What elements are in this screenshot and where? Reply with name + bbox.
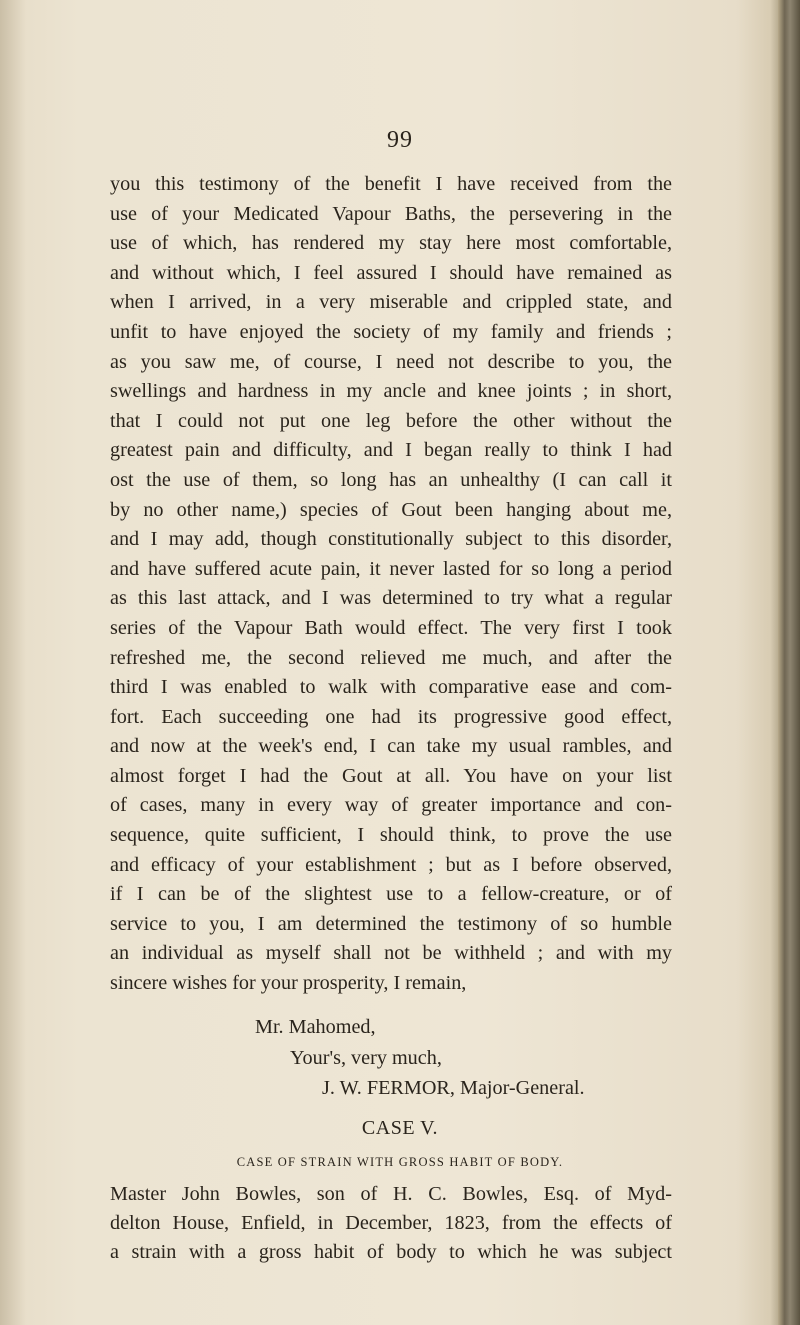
letter-addressee: Mr. Mahomed, xyxy=(255,1016,376,1038)
letter-line: of cases, many in every way of greater importance and con- xyxy=(110,794,672,817)
letter-line: swellings and hardness in my ancle and knee joints ; in short, xyxy=(110,380,672,403)
letter-line: you this testimony of the benefit I have received from the xyxy=(110,173,672,195)
case-line: Master John Bowles, son of H. C. Bowles, Esq. of Myd- xyxy=(110,1183,672,1205)
letter-line: third I was enabled to walk with comparative ease and com- xyxy=(110,676,672,699)
case-heading: CASE V. xyxy=(361,1117,439,1139)
case-body xyxy=(110,1180,672,1266)
letter-line: use of which, has rendered my stay here most comfortable, xyxy=(110,232,672,255)
letter-line: and without which, I feel assured I should have remained as xyxy=(110,261,672,284)
letter-line: if I can be of the slightest use to a fellow-creature, or of xyxy=(110,883,672,906)
letter-line: and I may add, though constitutionally subject to this disorder, xyxy=(110,528,672,551)
letter-line: by no other name,) species of Gout been hanging about me, xyxy=(110,498,672,521)
letter-line: that I could not put one leg before the other without the xyxy=(110,409,672,432)
letter-line: sequence, quite sufficient, I should think, to prove the use xyxy=(110,824,672,847)
letter-line: use of your Medicated Vapour Baths, the persevering in the xyxy=(110,202,672,225)
letter-line: as you saw me, of course, I need not describe to you, the xyxy=(110,350,672,373)
letter-line: an individual as myself shall not be withheld ; and with my xyxy=(110,942,672,965)
letter-signature: J. W. FERMOR, Major-General. xyxy=(322,1077,585,1099)
page-number: 99 xyxy=(387,127,413,153)
letter-line: fort. Each succeeding one had its progressive good effect, xyxy=(110,705,672,728)
letter-line: as this last attack, and I was determined to try what a regular xyxy=(110,587,672,610)
letter-line: service to you, I am determined the testimony of so humble xyxy=(110,912,672,935)
letter-line: greatest pain and difficulty, and I began really to think I had xyxy=(110,439,672,462)
letter-line: and now at the week's end, I can take my usual rambles, and xyxy=(110,735,672,758)
letter-line: series of the Vapour Bath would effect. The very first I took xyxy=(110,616,672,639)
letter-line: and have suffered acute pain, it never lasted for so long a period xyxy=(110,557,672,580)
letter-line: ost the use of them, so long has an unhealthy (I can call it xyxy=(110,468,672,491)
letter-line: and efficacy of your establishment ; but as I before observed, xyxy=(110,853,672,876)
letter-line: unfit to have enjoyed the society of my family and friends ; xyxy=(110,320,672,343)
letter-line: when I arrived, in a very miserable and crippled state, and xyxy=(110,291,672,314)
letter-body xyxy=(110,170,672,999)
letter-line: refreshed me, the second relieved me much, and after the xyxy=(110,646,672,669)
letter-line: almost forget I had the Gout at all. You have on your list xyxy=(110,764,672,787)
letter-closing: Your's, very much, xyxy=(290,1047,442,1069)
letter-line: sincere wishes for your prosperity, I remain, xyxy=(110,972,467,995)
case-subheading: CASE OF STRAIN WITH GROSS HABIT OF BODY. xyxy=(236,1155,564,1169)
case-line: a strain with a gross habit of body to which he was subject xyxy=(110,1240,672,1263)
case-line: delton House, Enfield, in December, 1823, from the effects of xyxy=(110,1211,672,1234)
